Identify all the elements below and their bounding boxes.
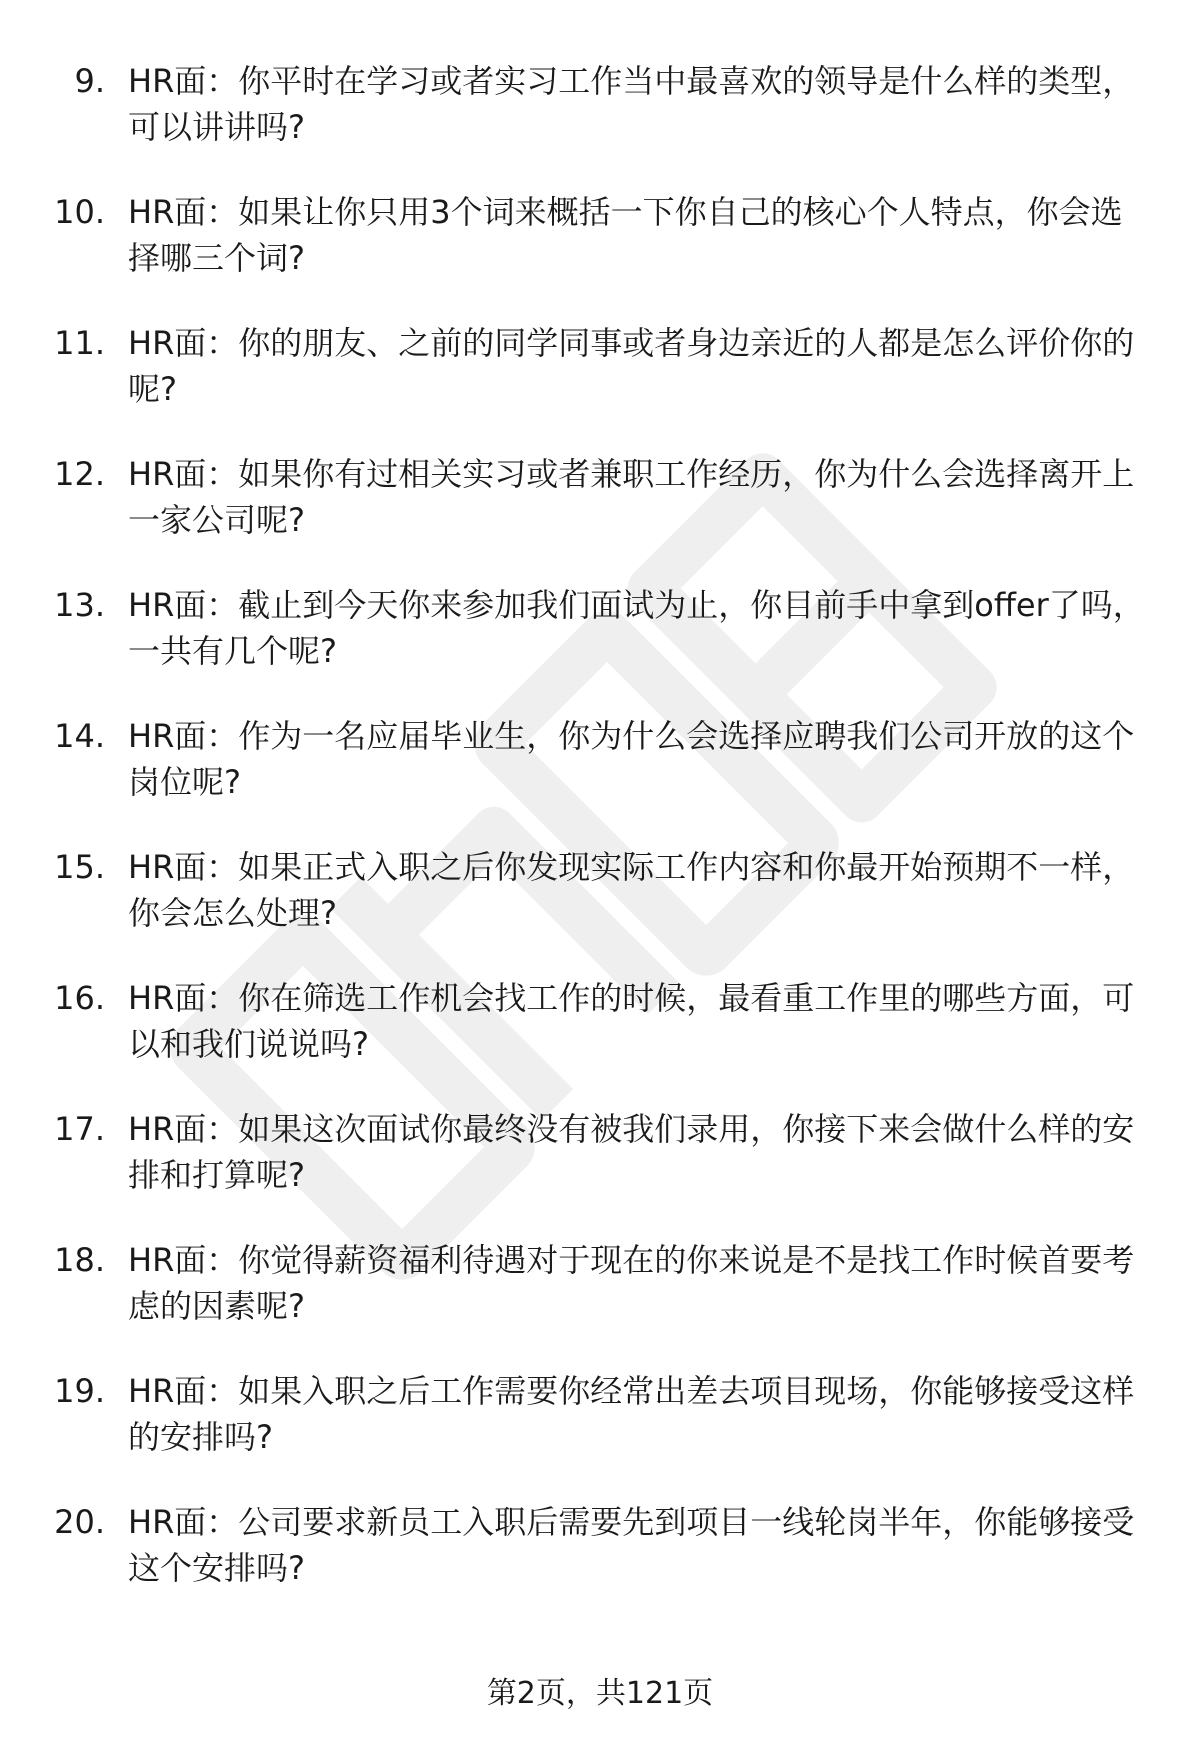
question-text: HR面：公司要求新员工入职后需要先到项目一线轮岗半年，你能够接受这个安排吗? bbox=[128, 1503, 1135, 1587]
question-text: HR面：作为一名应届毕业生，你为什么会选择应聘我们公司开放的这个岗位呢? bbox=[128, 717, 1135, 801]
question-text: HR面：如果正式入职之后你发现实际工作内容和你最开始预期不一样，你会怎么处理? bbox=[128, 848, 1135, 932]
question-text: HR面：你在筛选工作机会找工作的时候，最看重工作里的哪些方面，可以和我们说说吗? bbox=[128, 979, 1135, 1063]
question-text: HR面：你平时在学习或者实习工作当中最喜欢的领导是什么样的类型，可以讲讲吗? bbox=[128, 62, 1135, 146]
question-number: 17. bbox=[54, 1110, 105, 1148]
question-text: HR面：如果入职之后工作需要你经常出差去项目现场，你能够接受这样的安排吗? bbox=[128, 1372, 1135, 1456]
question-number: 10. bbox=[54, 193, 105, 231]
list-item bbox=[0, 451, 1200, 582]
list-item bbox=[0, 58, 1200, 189]
list-item bbox=[0, 1106, 1200, 1237]
page-number-label: 第2页，共121页 bbox=[486, 1676, 714, 1711]
question-number: 16. bbox=[54, 979, 105, 1017]
list-item bbox=[0, 189, 1200, 320]
question-number: 14. bbox=[54, 717, 105, 755]
list-item bbox=[0, 1237, 1200, 1368]
question-text: HR面：如果这次面试你最终没有被我们录用，你接下来会做什么样的安排和打算呢? bbox=[128, 1110, 1135, 1194]
question-number: 11. bbox=[54, 324, 105, 362]
question-number: 9. bbox=[74, 62, 105, 100]
question-text: HR面：你的朋友、之前的同学同事或者身边亲近的人都是怎么评价你的呢? bbox=[128, 324, 1135, 408]
question-list bbox=[0, 58, 1200, 1630]
list-item bbox=[0, 844, 1200, 975]
list-item bbox=[0, 582, 1200, 713]
question-number: 15. bbox=[54, 848, 105, 886]
list-item bbox=[0, 1499, 1200, 1630]
question-number: 18. bbox=[54, 1241, 105, 1279]
list-item bbox=[0, 1368, 1200, 1499]
list-item bbox=[0, 713, 1200, 844]
question-text: HR面：如果让你只用3个词来概括一下你自己的核心个人特点，你会选择哪三个词? bbox=[128, 193, 1123, 277]
question-number: 12. bbox=[54, 455, 105, 493]
list-item bbox=[0, 975, 1200, 1106]
question-number: 19. bbox=[54, 1372, 105, 1410]
question-number: 20. bbox=[54, 1503, 105, 1541]
question-text: HR面：截止到今天你来参加我们面试为止，你目前手中拿到offer了吗，一共有几个呢? bbox=[128, 586, 1145, 670]
page-footer bbox=[0, 1674, 1200, 1714]
question-number: 13. bbox=[54, 586, 105, 624]
question-text: HR面：你觉得薪资福利待遇对于现在的你来说是不是找工作时候首要考虑的因素呢? bbox=[128, 1241, 1135, 1325]
question-text: HR面：如果你有过相关实习或者兼职工作经历，你为什么会选择离开上一家公司呢? bbox=[128, 455, 1135, 539]
list-item bbox=[0, 320, 1200, 451]
